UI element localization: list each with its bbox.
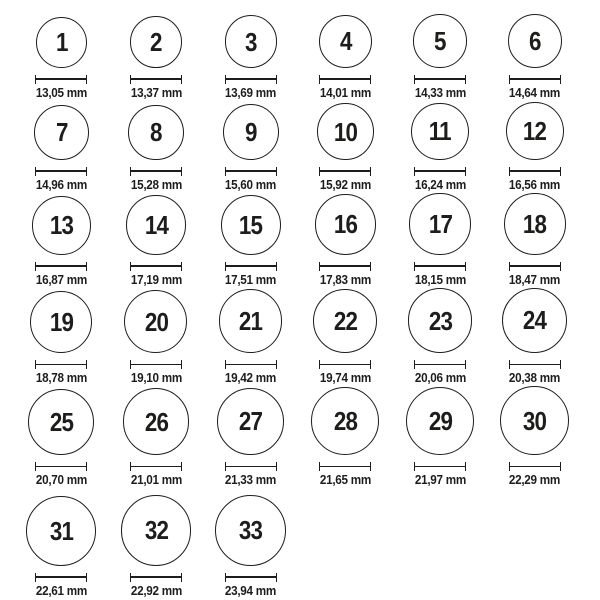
diameter-dimension-line: [225, 360, 277, 369]
ring-size-circle: [221, 195, 281, 255]
ring-size-item: [393, 288, 488, 388]
diameter-value-label: 14,33 mm: [414, 84, 466, 100]
ring-size-number: 2: [150, 26, 162, 57]
ring-size-number: 29: [428, 405, 452, 436]
diameter-value-label: 19,10 mm: [130, 370, 182, 385]
diameter-value-label: 22,61 mm: [35, 582, 87, 598]
ring-size-number: 3: [244, 26, 257, 57]
ring-size-circle: [215, 495, 286, 566]
diameter-value-label: 19,74 mm: [319, 370, 371, 385]
ring-size-circle: [32, 196, 91, 255]
diameter-dimension-line: [319, 262, 371, 271]
ring-size-number: 32: [144, 515, 168, 546]
ring-size-item: [298, 10, 393, 102]
ring-size-circle: [500, 386, 569, 455]
diameter-value-label: 13,37 mm: [130, 84, 182, 100]
diameter-value-label: 15,92 mm: [319, 176, 371, 192]
ring-size-number: 15: [239, 209, 263, 240]
ring-size-item: [487, 386, 582, 490]
diameter-dimension-line: [130, 75, 182, 84]
diameter-dimension-line: [414, 167, 466, 176]
ring-size-number: 9: [244, 116, 257, 147]
ring-size-number: 16: [333, 209, 357, 240]
ring-size-circle: [502, 288, 568, 354]
ring-size-item: [203, 102, 298, 194]
ring-size-item: [393, 102, 488, 194]
ring-size-number: 13: [49, 210, 73, 241]
diameter-value-label: 20,38 mm: [509, 370, 561, 385]
ring-size-number: 11: [429, 116, 451, 147]
ring-size-item: [203, 386, 298, 490]
ring-size-row: [14, 10, 582, 102]
ring-size-item: [109, 193, 204, 289]
diameter-dimension-line: [35, 167, 87, 176]
ring-size-number: 26: [144, 406, 168, 437]
ring-size-item: [298, 193, 393, 289]
ring-size-circle: [409, 193, 470, 254]
ring-size-number: 8: [150, 117, 162, 148]
diameter-dimension-line: [414, 75, 466, 84]
ring-size-item: [393, 10, 488, 102]
ring-size-item: [109, 288, 204, 388]
diameter-value-label: 22,92 mm: [130, 582, 182, 598]
diameter-value-label: 16,56 mm: [509, 176, 561, 192]
diameter-dimension-line: [225, 167, 277, 176]
ring-size-number: 1: [55, 27, 68, 58]
ring-size-circle: [121, 495, 192, 566]
ring-size-circle: [34, 105, 89, 160]
ring-size-circle: [319, 15, 372, 68]
diameter-value-label: 21,33 mm: [225, 472, 277, 488]
ring-size-number: 33: [239, 515, 263, 546]
ring-size-item: [487, 102, 582, 194]
diameter-dimension-line: [130, 360, 182, 369]
ring-size-circle: [217, 388, 284, 455]
ring-size-number: 27: [239, 406, 263, 437]
diameter-dimension-line: [319, 462, 371, 471]
ring-size-number: 4: [339, 26, 352, 57]
diameter-dimension-line: [509, 462, 561, 471]
ring-size-circle: [411, 103, 468, 160]
diameter-dimension-line: [130, 167, 182, 176]
ring-size-item: [487, 193, 582, 289]
ring-size-number: 22: [333, 305, 357, 336]
diameter-dimension-line: [130, 573, 182, 582]
ring-size-circle: [223, 104, 279, 160]
diameter-value-label: 21,65 mm: [319, 472, 371, 488]
ring-size-number: 5: [434, 25, 446, 56]
diameter-value-label: 20,70 mm: [35, 472, 87, 488]
diameter-value-label: 18,15 mm: [414, 271, 466, 287]
diameter-dimension-line: [414, 462, 466, 471]
ring-size-item: [109, 102, 204, 194]
ring-size-number: 12: [523, 115, 547, 146]
ring-size-circle: [508, 14, 562, 68]
diameter-dimension-line: [225, 573, 277, 582]
ring-size-circle: [506, 102, 564, 160]
ring-size-number: 31: [49, 515, 73, 546]
diameter-dimension-line: [225, 262, 277, 271]
ring-size-item: [487, 10, 582, 102]
ring-size-circle: [128, 105, 183, 160]
ring-size-circle: [317, 103, 374, 160]
diameter-value-label: 18,47 mm: [509, 271, 561, 287]
ring-size-number: 18: [523, 208, 547, 239]
ring-size-item: [203, 10, 298, 102]
ring-size-number: 30: [523, 405, 547, 436]
ring-size-number: 25: [49, 407, 73, 438]
ring-size-circle: [130, 16, 182, 68]
diameter-value-label: 17,19 mm: [130, 271, 182, 287]
ring-size-circle: [315, 194, 376, 255]
diameter-dimension-line: [509, 360, 561, 369]
ring-size-number: 6: [528, 25, 541, 56]
diameter-dimension-line: [225, 75, 277, 84]
ring-size-circle: [406, 387, 475, 456]
ring-size-number: 14: [144, 209, 168, 240]
ring-size-circle: [123, 388, 190, 455]
diameter-value-label: 23,94 mm: [225, 582, 277, 598]
ring-size-number: 20: [144, 306, 168, 337]
ring-size-item: [203, 193, 298, 289]
diameter-dimension-line: [35, 262, 87, 271]
diameter-dimension-line: [319, 167, 371, 176]
diameter-dimension-line: [509, 262, 561, 271]
ring-size-item: [109, 386, 204, 490]
ring-size-circle: [126, 195, 185, 254]
ring-size-circle: [408, 288, 473, 353]
diameter-value-label: 17,83 mm: [319, 271, 371, 287]
ring-size-row: [14, 386, 582, 488]
diameter-value-label: 16,24 mm: [414, 176, 466, 192]
diameter-value-label: 19,42 mm: [225, 370, 277, 385]
ring-size-row: [14, 193, 582, 288]
ring-size-circle: [225, 15, 277, 67]
diameter-value-label: 13,69 mm: [225, 84, 277, 100]
ring-size-circle: [313, 289, 377, 353]
diameter-value-label: 15,28 mm: [130, 176, 182, 192]
ring-size-row: [14, 102, 582, 193]
ring-size-item: [393, 193, 488, 289]
ring-size-circle: [28, 389, 94, 455]
ring-size-circle: [219, 289, 283, 353]
diameter-value-label: 14,01 mm: [319, 84, 371, 100]
diameter-dimension-line: [509, 167, 561, 176]
ring-size-row: [14, 488, 582, 600]
diameter-dimension-line: [319, 75, 371, 84]
ring-size-item: [14, 102, 109, 194]
diameter-dimension-line: [225, 462, 277, 471]
ring-size-item: [298, 102, 393, 194]
ring-size-number: 10: [333, 116, 357, 147]
diameter-dimension-line: [414, 360, 466, 369]
ring-size-number: 21: [239, 306, 263, 337]
diameter-dimension-line: [509, 75, 561, 84]
ring-size-item: [14, 288, 109, 388]
ring-size-item: [203, 288, 298, 388]
ring-size-number: 17: [428, 209, 452, 240]
diameter-value-label: 15,60 mm: [225, 176, 277, 192]
diameter-dimension-line: [130, 262, 182, 271]
ring-size-number: 7: [55, 117, 68, 148]
ring-size-number: 23: [428, 305, 452, 336]
diameter-value-label: 14,64 mm: [509, 84, 561, 100]
ring-size-number: 19: [49, 306, 73, 337]
ring-size-circle: [413, 14, 467, 68]
diameter-value-label: 22,29 mm: [509, 472, 561, 488]
ring-size-number: 28: [333, 406, 357, 437]
ring-size-item: [487, 288, 582, 388]
ring-size-item: [109, 488, 204, 600]
ring-size-circle: [36, 17, 87, 68]
ring-size-circle: [504, 193, 566, 255]
ring-size-item: [14, 10, 109, 102]
ring-size-item: [109, 10, 204, 102]
diameter-value-label: 14,96 mm: [35, 176, 87, 192]
diameter-dimension-line: [35, 75, 87, 84]
diameter-value-label: 21,97 mm: [414, 472, 466, 488]
diameter-value-label: 13,05 mm: [35, 84, 87, 100]
diameter-value-label: 17,51 mm: [225, 271, 277, 287]
ring-size-number: 24: [523, 305, 547, 336]
ring-size-item: [203, 488, 298, 600]
ring-size-item: [14, 193, 109, 289]
diameter-dimension-line: [130, 462, 182, 471]
diameter-value-label: 18,78 mm: [35, 370, 87, 385]
ring-size-circle: [30, 291, 92, 353]
ring-size-circle: [124, 290, 187, 353]
ring-size-row: [14, 288, 582, 386]
ring-size-item: [298, 386, 393, 490]
ring-size-item: [298, 288, 393, 388]
diameter-dimension-line: [35, 360, 87, 369]
diameter-value-label: 21,01 mm: [130, 472, 182, 488]
ring-size-circle: [26, 496, 96, 566]
diameter-dimension-line: [35, 573, 87, 582]
diameter-value-label: 16,87 mm: [35, 271, 87, 287]
ring-size-item: [393, 386, 488, 490]
diameter-dimension-line: [319, 360, 371, 369]
ring-size-circle: [311, 387, 379, 455]
ring-size-item: [14, 386, 109, 490]
diameter-dimension-line: [35, 462, 87, 471]
ring-size-item: [14, 488, 109, 600]
diameter-dimension-line: [414, 262, 466, 271]
diameter-value-label: 20,06 mm: [414, 370, 466, 385]
